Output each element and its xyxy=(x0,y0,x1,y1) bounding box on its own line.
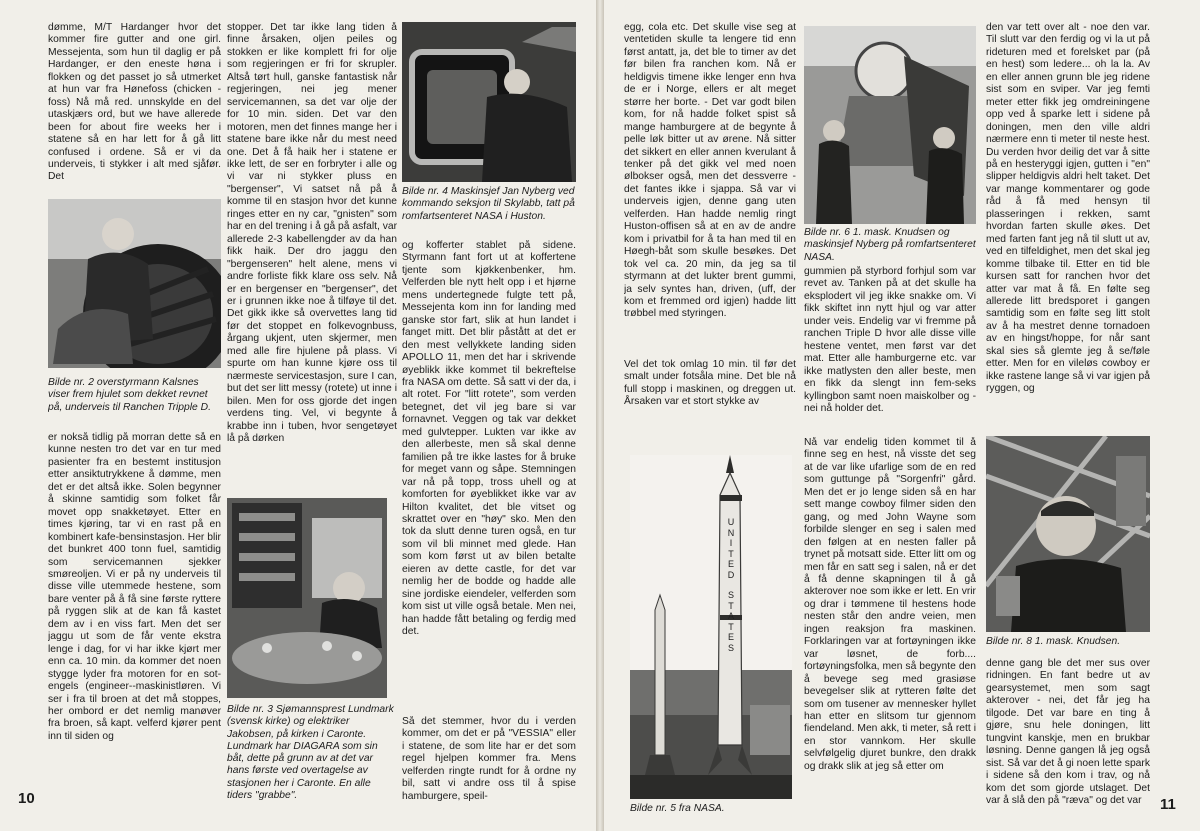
text-column xyxy=(624,359,796,449)
photo-caption: Bilde nr. 2 overstyrmann Kalsnes viser frem hjulet som dekket revnet på, underveis til Ranchen Tripple D. xyxy=(48,377,211,413)
rocket-letter: E xyxy=(727,632,734,642)
rocket-letter: S xyxy=(727,642,734,653)
text-column xyxy=(986,658,1150,820)
text-column xyxy=(986,22,1150,432)
paragraph: Så det stemmer, hvor du i verden kommer, om det er på "VESSIA" eller i statene, de som lite har er det som regel hjelpen kommer fra. Mens velferden ringte rundt for å ordne ny bil, satt vi andre oss til å spise hamburgere, speil- xyxy=(402,716,576,802)
paragraph: stopper. Det tar ikke lang tiden å finne årsaken, oljen peiles og stokken er like komplett fri for olje som regjeringen er fri for skrupler. Altså tørt hull, ganske fantastisk når regjeringen, nei jeg mener servicemannen, sa det var olje der for 10 min. siden. Det var den motoren, men det finnes mange her i statene bare ikke når du mest need one. Det å få haik her i statene er ikke lett, de ser en forbryter i alle og vi var ni stykker pluss en "bergenser", Vi satset nå på å komme til en stasjon hvor det kunne ringes etter en ny car, "gnisten" som har en del trening i å gå på asfalt, var allerede 2-3 kabellengder av da han fikk haik. Der dro jaggu den "bergenseren" helt alene, mens vi andre forliste fikk klare oss selv. Nå er en bergenser en "bergenser", det er i grunnen ikke noe å tilføye til det. Det gikk ikke så overvettes lang tid før det stoppet en folkevognbuss, årgang ukjent, uten skjermer, men med alle fire hjulene på plass. Vi spurte om han kunne kjøre oss til nærmeste servicestasjon, sure I can, but det ser litt messy (rotete) ut inne i bilen. Men for oss gjorde det ingen verdens ting. Vel, vi begynte å krabbe inn i tuben, hvor sengetøyet lå på dørken xyxy=(227,22,397,444)
text-column xyxy=(48,432,221,817)
paragraph: Nå var endelig tiden kommet til å finne seg en hest, nå visste det seg at de var like ufarlige som de en red som guttunge på "Sorgenfri" gård. Men det er jo lenge siden så en har sett mange cowboy filmer siden den gang, og med John Wayne som forbilde slenger en seg i salen med den følgen at en nesten faller på trynet på motsatt side. Etter litt om og men får en satt seg i salen, nå er det å få denne skapningen til å gå akterover noe som ikke er lett. En vrir og drar i tømmene til hestens hode nesten står den andre veien, men ingen reaksjon fra maskinen. Forklaringen var at fortøyningen ikke var løsnet, de forb.... fortøyningsfolka, men så begynte den å bevege seg med grasiøse bevegelser slik at rytteren følte det som om tusener av mennesker hyllet han etter en slitsom tur gjennom fiendeland. Men akk, ti meter, så rett i en stor vannkom. Her skulle selvfølgelig djuret bunkre, den drakk og drakk slik at jeg så etter om xyxy=(804,437,976,772)
text-column xyxy=(804,266,976,426)
rocket-letter: I xyxy=(729,538,733,548)
paragraph: den var tett over alt - noe den var. Til slutt var den ferdig og vi la ut på rideturen med et forelsket par (på en hest) som ledere... oh la la. Av en eller annen grunn ble jeg ridene sist som en sviper. Var jeg femti meter etter fikk jeg omdreiningene opp ved å sparke lett i sidene på doningen, men den ville aldri nærmere enn ti meter til neste hest. Du verden hvor deilig det var å sitte på en hesteryggi igjen, gutten i "en" slipper heldigvis aldri helt taket. Det var mange kommentarer og gode råd å få med hensyn til plasseringen i rekken, samt hvordan farten skulle økes. Det med farten fant jeg nå til slutt ut av, ved en tilfeldighet, men det skal jeg komme tilbake til. Etter en tid ble kursen satt for ranchen hvor det atter var mat å få. En følte seg allerede litt bredsporet i gangen samtidig som en følte seg litt stolt av å ha mestret denne tornadoen av en hingst/hoppe, for når sant skal sies så glemte jeg å se/føle etter. Men for en vileløs cowboy er ikke rastene lange så vi var igjen på ryggen, og xyxy=(986,22,1150,395)
photo-rocket-engines xyxy=(804,26,976,224)
photo-caption: Bilde nr. 4 Maskinsjef Jan Nyberg ved kommando seksjon til Skylabb, tatt på romfartsenteret NASA i Huston. xyxy=(402,186,575,222)
rocket-letter: N xyxy=(727,527,735,538)
text-column xyxy=(402,240,576,700)
text-column xyxy=(804,437,976,819)
page-number: 10 xyxy=(18,790,35,807)
paragraph: og kofferter stablet på sidene. Styrmann fant fort ut at koffertene tjente som kjøkkenbenker, hm. Velferden ble nytt helt opp i et hjørne mens undertegnede fulgte tett på, Messejenta kom inn for landing med ganske stor fart, slik at hun landet i fanget mitt. Det blir påstått at det er den mest vellykkete landing siden APOLLO 11, men det har i skrivende øyeblikk ikke kommet til bekreftelse fra NASA om dette. Så satt vi der da, i alt rotet. For "litt rotete", som verden betegnet, det vil jeg bare si var fornavnet. Veggen og tak var dekket med gulvtepper. Lukten var ikke av den allerbeste, men så skal denne familien på tre ikke lastes for å bruke for meget vann og såpe. Stemningen var nå på topp, tross uhell og at komforten for øyeblikket ikke var av Hilton kvalitet, det ble vitset og skrattet over en "høy" sko. Men den tok da slutt denne turen også, en tur som vil bli minnet med glede. Han som kom først ut av bilen betalte eieren av dette castle, for det var nemlig her de bodde og hadde alle sine jordiske eiendeler, velferden som kom sist ut ville også betale. Men nei, han hadde fått betaling og ferdig med det. xyxy=(402,240,576,638)
photo-caption: Bilde nr. 6 1. mask. Knudsen og maskinsjef Nyberg på romfartsenteret NASA. xyxy=(804,227,976,263)
rocket-letter: S xyxy=(727,590,734,600)
photo-caption: Bilde nr. 3 Sjømannsprest Lundmark (svensk kirke) og elektriker Jakobsen, på kirken i Caronte. Lundmark har DIAGARA som sin båt, dette på grunn av at det var hans første ved overtagelse av stasjonen her i Caronte. En alle tiders "grabbe". xyxy=(227,704,394,802)
photo-skylab-module xyxy=(402,22,576,182)
text-column xyxy=(48,22,221,196)
paragraph: Vel det tok omlag 10 min. til før det smalt under fotsåla mine. Det ble nå full stopp i maskinen, og dreggen ut. Årsaken var et stort stykke av xyxy=(624,359,796,408)
photo-tire-inspection xyxy=(48,199,221,368)
rocket-letter: T xyxy=(728,600,734,611)
left-page xyxy=(0,0,596,831)
rocket-letter: U xyxy=(727,517,735,527)
rocket-letter: A xyxy=(727,611,734,621)
photo-engineer-portrait xyxy=(986,436,1150,632)
rocket-letter: T xyxy=(728,621,734,632)
rocket-letter: E xyxy=(727,559,734,569)
rocket-letter: T xyxy=(728,548,734,559)
photo-church-interior xyxy=(227,498,387,698)
paragraph: egg, cola etc. Det skulle vise seg at ventetiden skulle ta lengere tid enn først antatt, ja, det ble to timer av det før bilen fra ranchen kom. Nå er heldigvis timene ikke lenger enn hva de er i Norge, ellers er alt meget større her borte. - Det var godt bilen kom, for nå hadde folket spist så mange hamburgere at de begynte å pelle løk bitter ut av ørene. Nå sitter det sikkert en eller annen kverulant å tenker på det gikk vel med noen ølbokser også, men det dessverre - det fantes ikke i sjappa. Så var vi underveis igjen, denne gang uten velferden. Han hadde nemlig ringt Huston-offisen så at en av de andre kom i privatbil for å ta han med til en Høegh-båt som skulle besøkes. Det tok vel ca. 20 min, da jeg sa til styrmann at det lukter brent gummi, ja selv syntes han, driven, (uff, der kom et fremmed ord igjen) hadde litt trøbbel med styringen. xyxy=(624,22,796,320)
paragraph: er nokså tidlig på morran dette så en kunne nesten tro det var en tur med pasienter fra en bestemt institusjon etter ansiktutrykkene å dømme, men det er det altså ikke. Solen begynner å skinne samtidig som folket får movet opp snakketøyet. Etter en times kjøring, tar vi en rast på en kombinert kafe-bensinstasjon. Her blir det bunkret 400 tonn fuel, samtidig som servicemannen sjekker smøreoljen. Vi er på ny underveis til disse ville utemmede hestene, som bare venter på å få sine første ryttere på ryggen slik at de kan få kastet dem av i en viss fart. Men det ser jaggu ut som de får vente ekstra lenge i dag, for vi har ikke kjørt mer enn ca. 10 min. da kommer det noen stygge lyder fra motoren for en sot-engels (engineer--maskinistløren. Vi ser i fra til broen at det må stoppes, her ombord er det nemlig manøver fra broen, så kapt. velferd kjører pent inn til siden og xyxy=(48,432,221,742)
paragraph: gummien på styrbord forhjul som var revet av. Tanken på at det skulle ha eksplodert vil jeg ikke snakke om. Vi fikk skiftet inn nytt hjul og var atter under veis. Endelig var vi fremme på ranchen Triple D hvor alle disse ville hestene ventet, men først var det mat. Etter alle hamburgerne etc. var ikke matlysten den aller beste, men en fikk da slengt inn fem-seks kyllingbon samt noen maiskolber og - nei nå holder det. xyxy=(804,266,976,414)
text-column xyxy=(227,22,397,490)
paragraph: denne gang ble det mer sus over ridningen. En fant bedre ut av gearsystemet, men som sagt akterover - nei, det får jeg ha tilgode. Det var bare en ting å gjøre, snu hele doningen, litt tungvint kanskje, men en brukbar løsning. Denne gangen lå jeg også sist. Så var det å gi noen lette spark i sidene så den kom i trav, og nå kom det som gjorde utslaget. Det var å slå den på "ræva" og det var xyxy=(986,658,1150,806)
photo-rocket-nasa xyxy=(630,455,792,799)
rocket-letter: D xyxy=(727,569,735,580)
book-spine xyxy=(596,0,604,831)
paragraph: dømme, M/T Hardanger hvor det kommer fire gutter and one girl. Messejenta, som hun til daglig er på Hardanger, er den eneste høna i flokken og det passet jo så utmerket at hun var fra Hønefoss (chicken -foss) Nå må red. unnskylde en del utaskjærs ord, but we have allerede been for about fire weeks her i statene så en har lett for å gå litt confused i ordene. Så er vi da underveis, ti stykker i alt med sjåfør. Det xyxy=(48,22,221,183)
rocket-lettering xyxy=(720,517,742,653)
photo-caption: Bilde nr. 8 1. mask. Knudsen. xyxy=(986,636,1121,647)
text-column xyxy=(624,22,796,357)
page-number: 11 xyxy=(1160,796,1176,813)
right-page xyxy=(604,0,1200,831)
text-column xyxy=(402,716,576,818)
photo-caption: Bilde nr. 5 fra NASA. xyxy=(630,803,725,814)
